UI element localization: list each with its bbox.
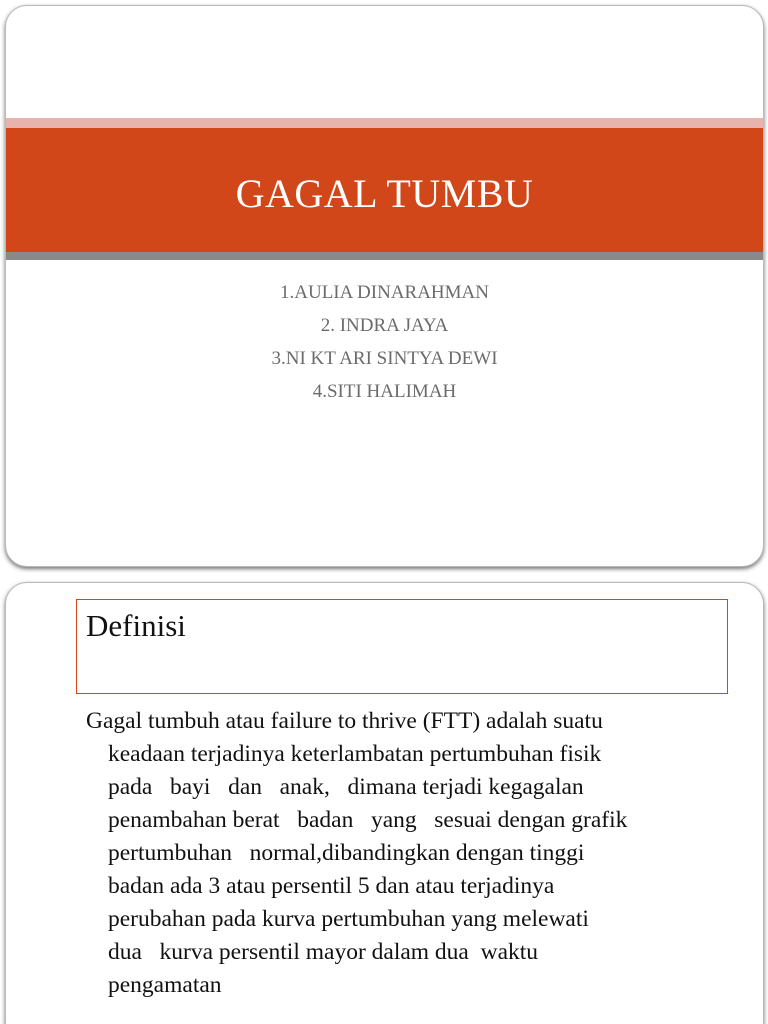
definition-line: pengamatan [108,972,222,998]
author-item: 4.SITI HALIMAH [312,381,457,402]
title-top-stripe [6,118,763,128]
definition-line: pada bayi dan anak, dimana terjadi kegagalan [108,774,584,800]
definition-body [86,705,726,1002]
definition-slide [5,582,764,1024]
author-list [6,276,763,408]
title-bottom-stripe [6,252,763,260]
definition-line: keadaan terjadinya keterlambatan pertumbuhan fisik [108,741,602,767]
author-item: 2. INDRA JAYA [320,315,449,336]
title-slide [5,5,764,567]
definition-heading: Definisi [86,608,186,643]
title-band [6,128,763,252]
definition-line: Gagal tumbuh atau failure to thrive (FTT) adalah suatu [86,708,603,734]
definition-heading-box [76,599,728,694]
author-item: 3.NI KT ARI SINTYA DEWI [271,348,498,369]
definition-line: dua kurva persentil mayor dalam dua waktu [108,939,539,965]
definition-line: perubahan pada kurva pertumbuhan yang melewati [108,906,589,932]
author-item: 1.AULIA DINARAHMAN [280,282,489,303]
slide-title: GAGAL TUMBU [235,170,534,216]
definition-line: pertumbuhan normal,dibandingkan dengan tinggi [108,840,585,866]
definition-line: penambahan berat badan yang sesuai dengan grafik [108,807,628,833]
definition-line: badan ada 3 atau persentil 5 dan atau terjadinya [108,873,555,899]
